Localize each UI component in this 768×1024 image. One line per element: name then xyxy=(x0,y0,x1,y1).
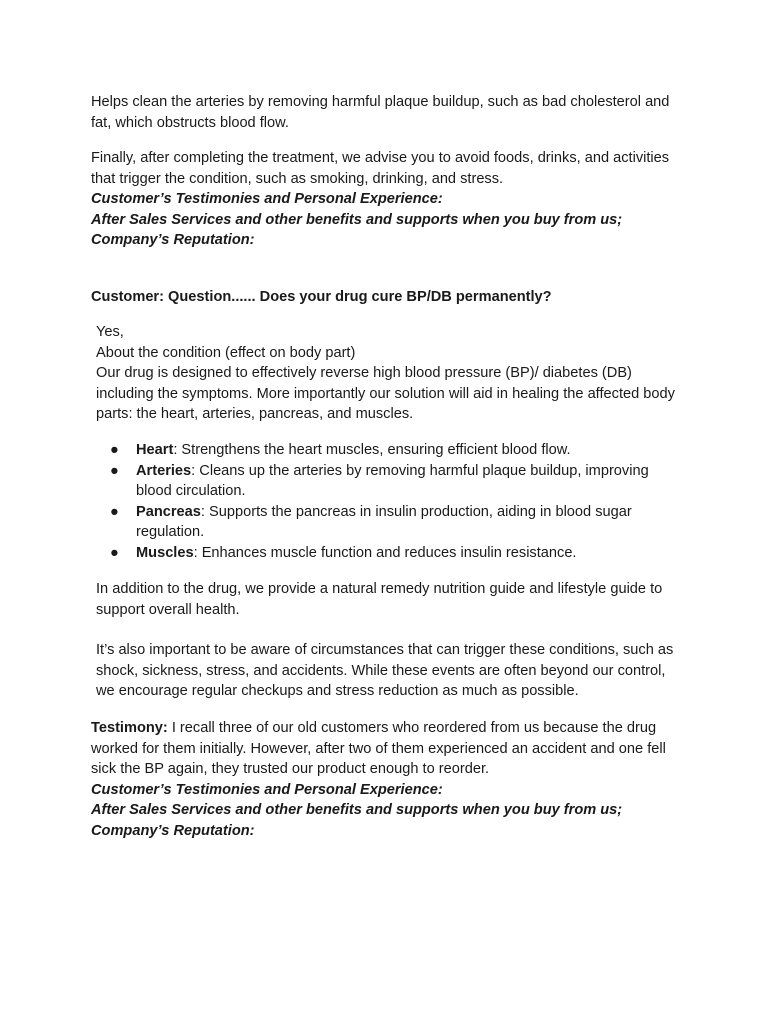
closing-heading-reputation: Company’s Reputation: xyxy=(91,822,255,839)
bullet-icon: ● xyxy=(110,442,119,458)
answer-body: Our drug is designed to effectively reverse high blood pressure (BP)/ diabetes (DB) including the symptoms. More importantly our solution will aid in healing the affected body parts: the heart, arteries, pancreas, and muscles. xyxy=(96,365,675,423)
testimony-paragraph xyxy=(91,718,681,780)
heading-reputation: Company’s Reputation: xyxy=(91,232,255,249)
list-item-term: Pancreas xyxy=(136,503,201,520)
list-item-muscles xyxy=(96,543,676,564)
heading-testimonies: Customer’s Testimonies and Personal Experience: xyxy=(91,191,443,208)
list-item-pancreas xyxy=(96,502,676,543)
testimony-text: I recall three of our old customers who reordered from us because the drug worked for them initially. However, after two of them experienced an accident and one fell sick the BP again, they trusted our product enough to reorder. xyxy=(91,720,666,778)
closing-heading-testimonies: Customer’s Testimonies and Personal Experience: xyxy=(91,781,443,798)
answer-yes: Yes, xyxy=(96,324,124,340)
list-item-term: Muscles xyxy=(136,544,194,561)
finally-section xyxy=(91,148,681,251)
bullet-icon: ● xyxy=(110,544,119,561)
addition-paragraph: In addition to the drug, we provide a natural remedy nutrition guide and lifestyle guide to support overall health. xyxy=(96,581,663,618)
list-item-term: Arteries xyxy=(136,462,192,479)
list-item-term: Heart xyxy=(136,442,174,458)
list-item-text: : Strengthens the heart muscles, ensuring efficient blood flow. xyxy=(173,442,571,458)
list-item-text: : Enhances muscle function and reduces insulin resistance. xyxy=(193,544,577,561)
testimony-section xyxy=(91,718,681,842)
customer-question: Customer: Question...... Does your drug cure BP/DB permanently? xyxy=(91,289,552,305)
list-item-text: : Supports the pancreas in insulin production, aiding in blood sugar regulation. xyxy=(136,503,632,541)
list-item-text: : Cleans up the arteries by removing harmful plaque buildup, improving blood circulation. xyxy=(136,462,649,500)
testimony-label: Testimony: xyxy=(91,720,168,736)
body-parts-list xyxy=(96,440,676,564)
bullet-icon: ● xyxy=(110,462,119,479)
finally-paragraph: Finally, after completing the treatment, we advise you to avoid foods, drinks, and activities that trigger the condition, such as smoking, drinking, and stress. xyxy=(91,150,670,187)
arteries-paragraph: Helps clean the arteries by removing harmful plaque buildup, such as bad cholesterol and fat, which obstructs blood flow. xyxy=(91,94,670,131)
list-item-arteries xyxy=(96,461,676,502)
heading-after-sales: After Sales Services and other benefits and supports when you buy from us; xyxy=(91,211,623,228)
bullet-icon: ● xyxy=(110,503,119,520)
circumstances-paragraph: It’s also important to be aware of circumstances that can trigger these conditions, such as shock, sickness, stress, and accidents. While these events are often beyond our control, we encourage regular checkups and stress reduction as much as possible. xyxy=(96,642,674,700)
closing-heading-after-sales: After Sales Services and other benefits and supports when you buy from us; xyxy=(91,802,623,819)
answer-section xyxy=(96,322,676,425)
answer-about: About the condition (effect on body part) xyxy=(96,344,356,361)
list-item-heart xyxy=(96,440,676,461)
